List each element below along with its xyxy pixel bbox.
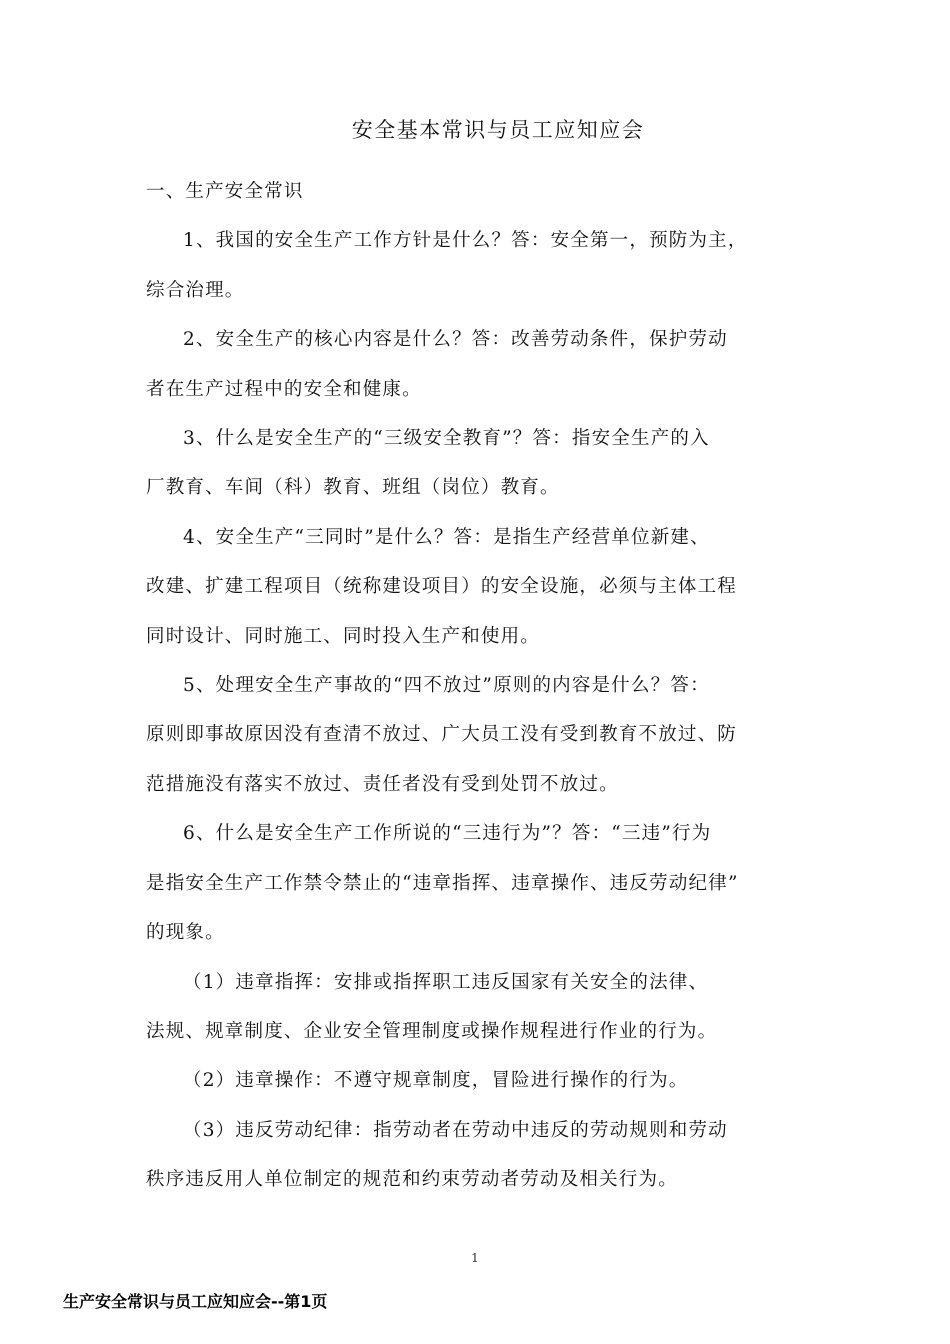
document-body xyxy=(146,167,820,1205)
document-title: 安全基本常识与员工应知应会 xyxy=(351,118,645,142)
footer-caption: 生产安全常识与员工应知应会--第1页 xyxy=(63,1292,328,1311)
paragraph-2: 2、安全生产的核心内容是什么？答：改善劳动条件，保护劳动 者在生产过程中的安全和健康。 xyxy=(146,329,728,400)
page-number: 1 xyxy=(471,1251,479,1265)
sub-item-3: （3）违反劳动纪律：指劳动者在劳动中违反的劳动规则和劳动 秩序违反用人单位制定的规范和约束劳动者劳动及相关行为。 xyxy=(146,1119,728,1191)
sub-item-1: （1）违章指挥：安排或指挥职工违反国家有关安全的法律、 法规、规章制度、企业安全管理制度或操作规程进行作业的行为。 xyxy=(146,971,718,1042)
paragraph-3: 3、什么是安全生产的“三级安全教育”？答：指安全生产的入 厂教育、车间（科）教育、班组（岗位）教育。 xyxy=(146,428,710,499)
paragraph-5: 5、处理安全生产事故的“四不放过”原则的内容是什么？答： 原则即事故原因没有查清不放过、广大员工没有受到教育不放过、防 范措施没有落实不放过、责任者没有受到处罚不放过。 xyxy=(146,675,738,795)
sub-item-2: （2）违章操作：不遵守规章制度，冒险进行操作的行为。 xyxy=(183,1070,689,1092)
section-heading: 一、生产安全常识 xyxy=(146,181,304,202)
paragraph-6: 6、什么是安全生产工作所说的“三违行为”？答：“三违”行为 是指安全生产工作禁令禁止的“违章指挥、违章操作、违反劳动纪律” 的现象。 xyxy=(146,823,739,944)
paragraph-1: 1、我国的安全生产工作方针是什么？答：安全第一，预防为主， 综合治理。 xyxy=(146,230,748,301)
paragraph-4: 4、安全生产“三同时”是什么？答：是指生产经营单位新建、 改建、扩建工程项目（统称建设项目）的安全设施，必须与主体工程 同时设计、同时施工、同时投入生产和使用。 xyxy=(146,526,738,647)
